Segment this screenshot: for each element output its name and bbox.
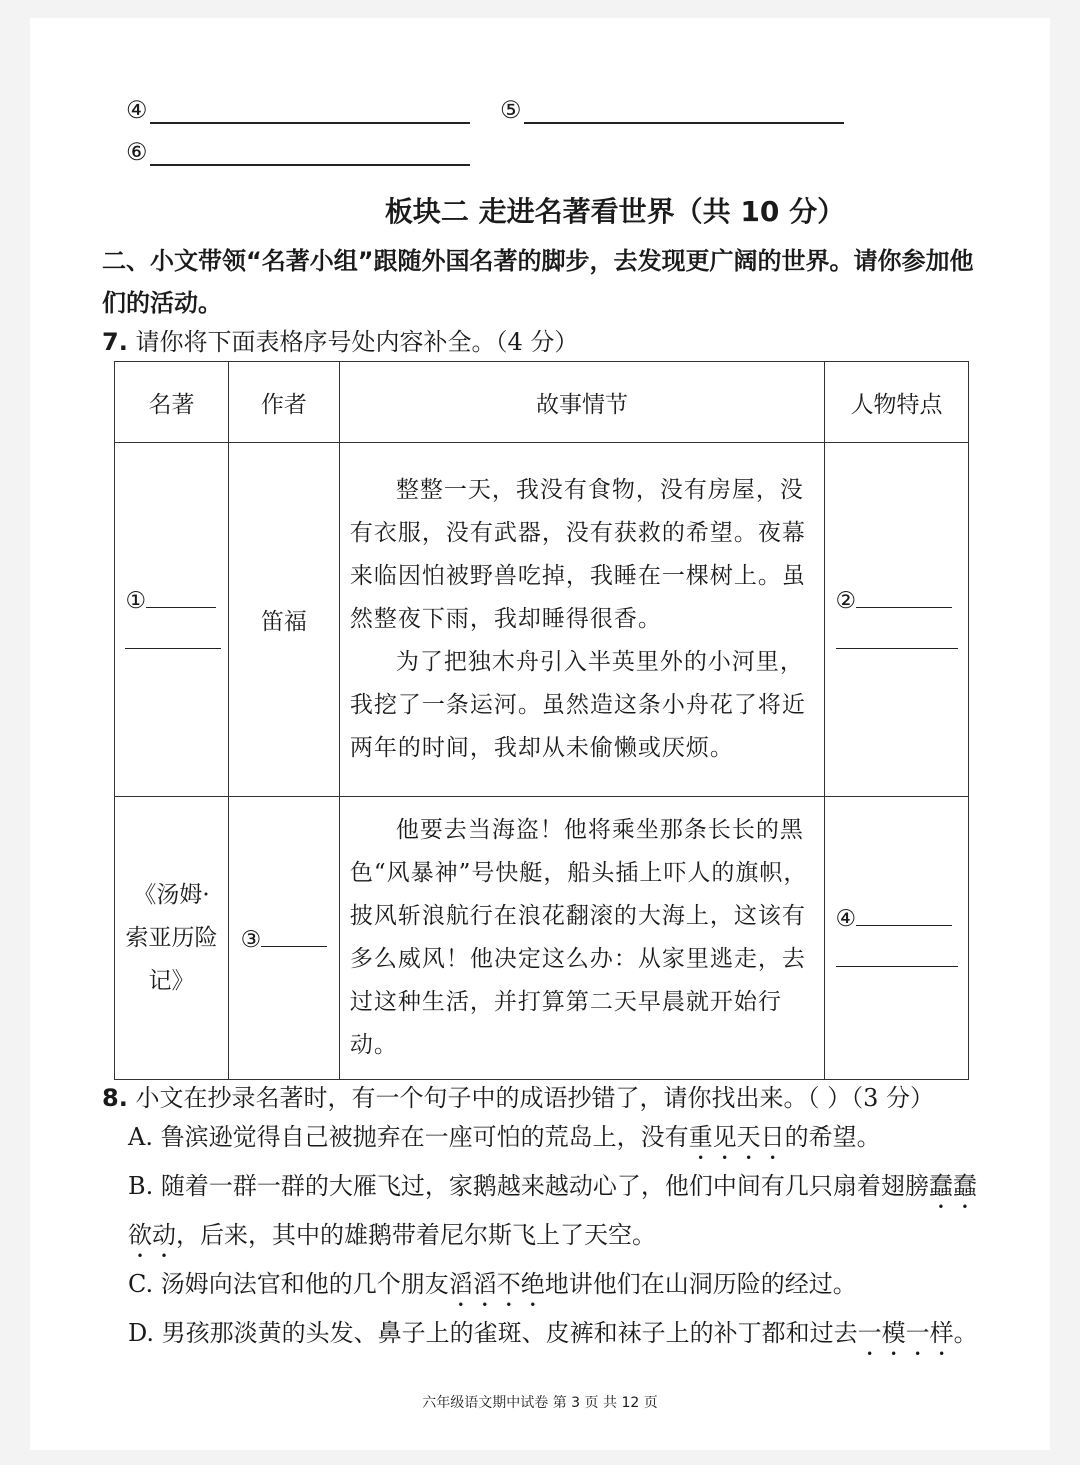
page-footer: 六年级语文期中试卷 第 3 页 共 12 页 <box>422 1395 658 1411</box>
trait-cell-1 <box>825 443 969 797</box>
table-row <box>115 443 969 797</box>
exam-page <box>30 18 1050 1450</box>
answer-line-2a[interactable] <box>856 585 952 608</box>
blank-line-6[interactable] <box>150 140 470 166</box>
section-title: 板块二 走进名著看世界（共 10 分） <box>384 195 846 228</box>
marker-6: ⑥ <box>126 138 148 166</box>
blank-5 <box>500 96 844 124</box>
option-d-text: D. 男孩那淡黄的头发、鼻子上的雀斑、皮裤和袜子上的补丁都和过去 <box>128 1319 858 1347</box>
option-a[interactable] <box>128 1116 978 1165</box>
option-c-idiom: 滔滔不绝 <box>448 1270 545 1298</box>
author-marker-3: ③ <box>240 926 262 953</box>
option-d[interactable] <box>128 1312 978 1361</box>
answer-line-1b[interactable] <box>125 626 221 649</box>
question-7-text: 请你将下面表格序号处内容补全。（4 分） <box>127 328 579 356</box>
table-header-row <box>115 362 969 443</box>
question-7 <box>102 322 578 357</box>
marker-4: ④ <box>126 96 148 124</box>
answer-line-1a[interactable] <box>146 585 216 608</box>
work-cell-1 <box>115 443 229 797</box>
work-cell-2: 《汤姆·索亚历险记》 <box>115 797 229 1080</box>
table-row <box>115 797 969 1080</box>
option-c-end: 地讲他们在山洞历险的经过。 <box>544 1270 857 1298</box>
option-b-idiom: 蠢蠢欲动 <box>128 1172 977 1249</box>
header-plot: 故事情节 <box>339 362 824 443</box>
plot-1-paragraph-2: 为了把独木舟引入半英里外的小河里，我挖了一条运河。虽然造这条小舟花了将近两年的时间，我却从未偷懒或厌烦。 <box>349 649 806 761</box>
option-a-text: A. 鲁滨逊觉得自己被抛弃在一座可怕的荒岛上，没有 <box>128 1123 689 1151</box>
option-a-idiom: 重见天日 <box>688 1123 785 1151</box>
blank-line-4[interactable] <box>150 98 470 124</box>
question-8-text: 小文在抄录名著时，有一个句子中的成语抄错了，请你找出来。（ ）（3 分） <box>127 1084 934 1112</box>
plot-1-paragraph-1: 整整一天，我没有食物，没有房屋，没有衣服，没有武器，没有获救的希望。夜幕来临因怕被野兽吃掉，我睡在一棵树上。虽然整夜下雨，我却睡得很香。 <box>349 477 806 632</box>
trait-marker-2: ② <box>835 587 857 614</box>
answer-line-4b[interactable] <box>836 944 958 967</box>
author-cell-1: 笛福 <box>228 443 339 797</box>
trait-marker-4: ④ <box>835 906 857 932</box>
header-trait: 人物特点 <box>825 362 969 443</box>
plot-cell-2 <box>339 797 824 1080</box>
option-b[interactable] <box>128 1165 978 1263</box>
header-work: 名著 <box>115 362 229 443</box>
blank-4 <box>126 96 470 124</box>
option-d-end: 。 <box>953 1319 978 1347</box>
option-c[interactable] <box>128 1263 978 1312</box>
option-b-text: B. 随着一群一群的大雁飞过，家鹅越来越动心了，他们中间有几只扇着翅膀 <box>128 1172 929 1200</box>
answer-line-2b[interactable] <box>836 626 958 649</box>
answer-line-4a[interactable] <box>856 903 952 926</box>
option-b-end: ，后来，其中的雄鹅带着尼尔斯飞上了天空。 <box>176 1221 656 1249</box>
blank-line-5[interactable] <box>524 98 844 124</box>
marker-5: ⑤ <box>500 96 522 124</box>
works-table <box>114 361 969 1080</box>
question-8-options <box>128 1116 978 1361</box>
plot-2-paragraph: 他要去当海盗！他将乘坐那条长长的黑色“风暴神”号快艇，船头插上吓人的旗帜，披风斩浪航行在浪花翻滚的大海上，这该有多么威风！他决定这么办：从家里逃走，去过这种生活，并打算第二天早晨就开始行动。 <box>349 817 808 1058</box>
blank-6 <box>126 138 470 166</box>
plot-cell-1 <box>339 443 824 797</box>
option-a-end: 的希望。 <box>784 1123 881 1151</box>
work-marker-1: ① <box>125 587 147 614</box>
option-c-text: C. 汤姆向法官和他的几个朋友 <box>128 1270 449 1298</box>
question-8 <box>102 1078 934 1113</box>
question-8-number: 8. <box>102 1084 128 1112</box>
header-author: 作者 <box>228 362 339 443</box>
answer-line-3[interactable] <box>261 924 327 947</box>
question-7-number: 7. <box>102 328 128 356</box>
question-2-intro: 二、小文带领“名著小组”跟随外国名著的脚步，去发现更广阔的世界。请你参加他们的活动。 <box>102 247 974 317</box>
option-d-idiom: 一模一样 <box>857 1319 954 1347</box>
trait-cell-2 <box>825 797 969 1080</box>
author-cell-2 <box>228 797 339 1080</box>
